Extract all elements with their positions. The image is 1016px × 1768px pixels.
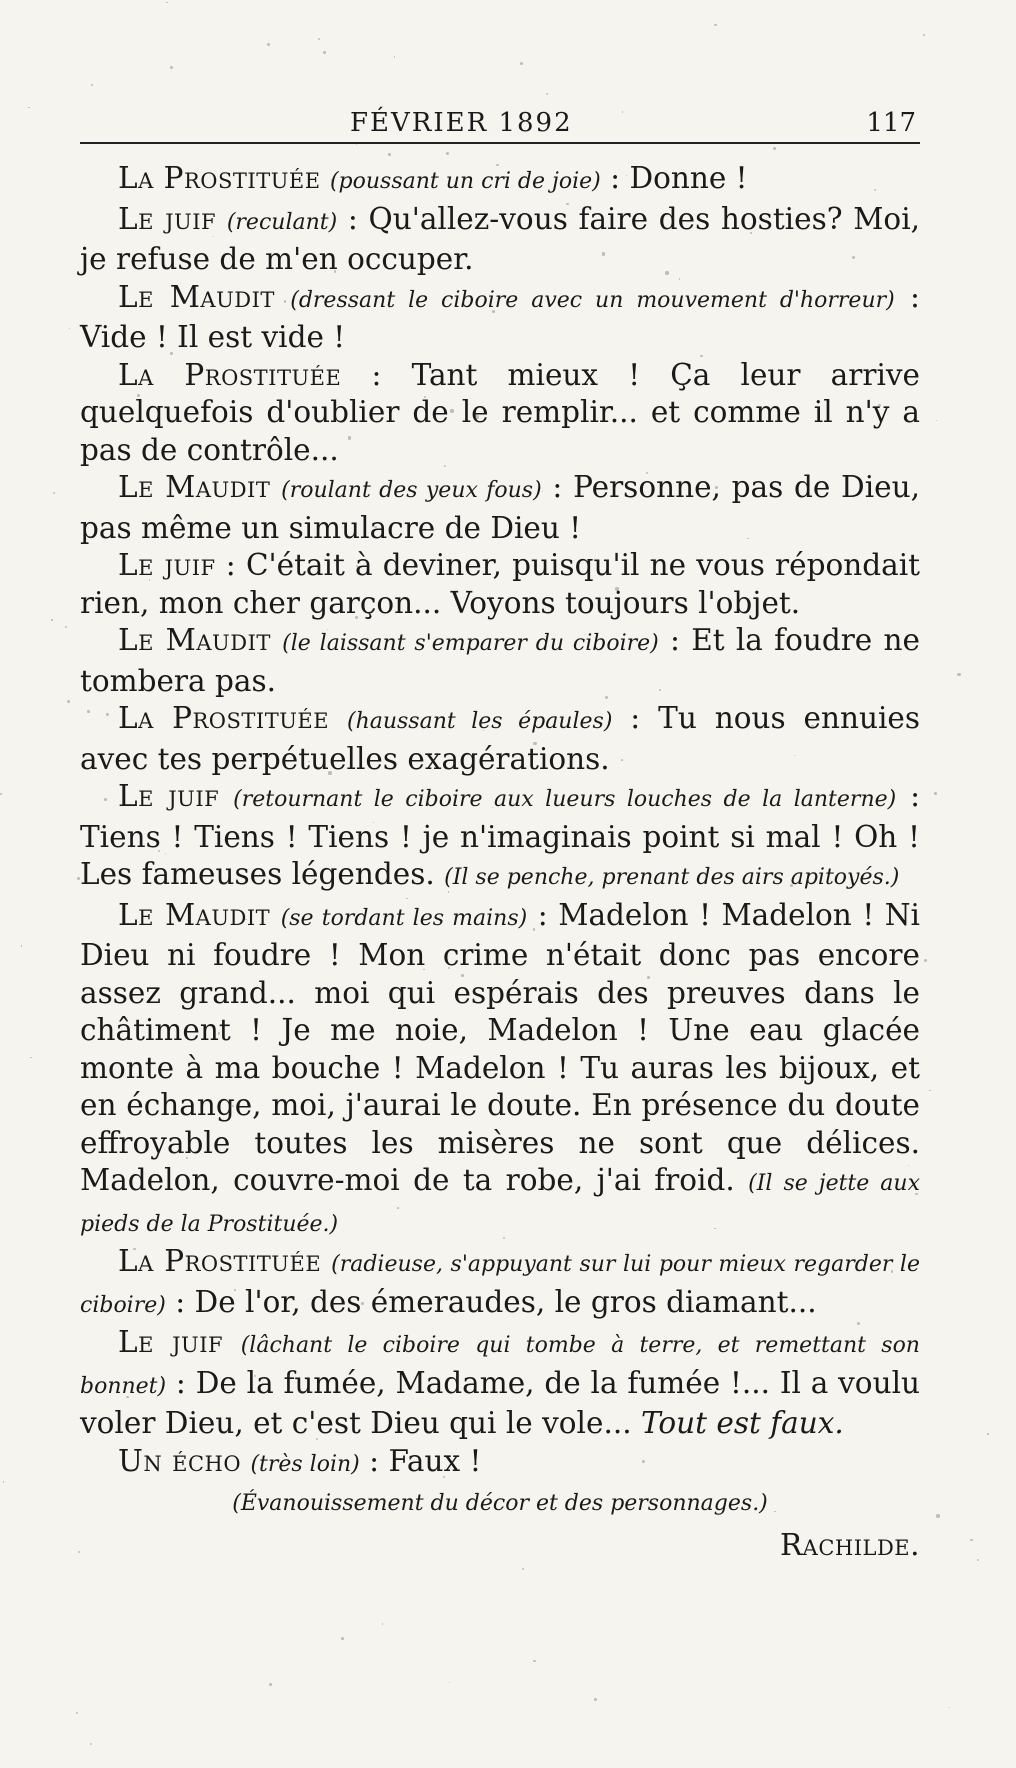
separator: : — [337, 201, 369, 236]
header-title: FÉVRIER 1892 — [350, 108, 573, 138]
print-speck — [449, 1682, 450, 1683]
print-speck — [316, 1438, 318, 1440]
print-speck — [30, 1057, 32, 1059]
print-speck — [424, 396, 426, 398]
dialogue: De la fumée, Madame, de la fumée !... Il a voulu voler Dieu, et c'est Dieu qui le vole... — [80, 1365, 920, 1440]
print-speck — [602, 252, 605, 255]
separator: : — [541, 470, 574, 504]
print-speck — [475, 415, 478, 418]
print-speck — [382, 1623, 383, 1624]
stage-direction: (haussant les épaules) — [346, 709, 613, 734]
print-speck — [3, 1481, 4, 1482]
dialogue: De l'or, des émeraudes, le gros diamant... — [194, 1284, 817, 1319]
print-speck — [21, 945, 22, 946]
print-speck — [562, 998, 564, 1000]
print-speck — [323, 51, 326, 54]
separator: : — [359, 1443, 389, 1478]
separator: : — [166, 1365, 196, 1400]
print-speck — [949, 1707, 950, 1708]
speaker: Le juif — [118, 201, 217, 236]
print-speck — [318, 38, 320, 40]
print-speck — [149, 579, 150, 580]
speaker: Un écho — [118, 1443, 242, 1478]
speaker: Le Maudit — [118, 279, 275, 314]
print-speck — [284, 300, 287, 303]
print-speck — [341, 1637, 344, 1640]
stage-direction: (lâchant le ciboire qui tombe à terre, et remettant son bonnet) — [80, 1333, 920, 1399]
print-speck — [87, 710, 90, 713]
speaker: La Prostituée — [118, 1244, 322, 1278]
print-speck — [388, 153, 391, 156]
dialogue: Vide ! Il est vide ! — [80, 320, 346, 354]
dialogue: Tant mieux ! Ça leur arrive quelquefois d'oublier de le remplir... et comme il n'y a pas de contrôle... — [80, 357, 920, 467]
play-text — [80, 160, 920, 1564]
print-speck — [888, 1037, 889, 1038]
separator: : — [341, 357, 412, 392]
dialogue-paragraph — [80, 778, 920, 897]
print-speck — [446, 152, 449, 155]
print-speck — [394, 56, 396, 58]
print-speck — [929, 1090, 930, 1091]
dialogue: Personne, pas de Dieu, pas même un simulacre de Dieu ! — [80, 470, 920, 545]
dialogue-paragraph — [80, 469, 920, 547]
print-speck — [679, 278, 681, 280]
dialogue: C'était à deviner, puisqu'il ne vous répondait rien, mon cher garçon... Voyons toujours l'objet. — [80, 548, 920, 620]
stage-direction: (retournant le ciboire aux lueurs louches de la lanterne) — [233, 787, 897, 812]
print-speck — [688, 1139, 690, 1141]
separator: : — [658, 623, 692, 657]
author-signature: Rachilde. — [779, 1527, 920, 1562]
speaker: Le juif — [118, 779, 220, 813]
stage-direction: (dressant le ciboire avec un mouvement d'horreur) — [290, 287, 895, 313]
print-speck — [957, 673, 960, 676]
print-speck — [423, 969, 424, 970]
speaker: Le Maudit — [118, 623, 271, 657]
print-speck — [106, 713, 109, 716]
italic-line: Tout est faux. — [640, 1406, 844, 1440]
print-speck — [65, 626, 67, 628]
print-speck — [811, 725, 814, 728]
print-speck — [213, 236, 214, 237]
print-speck — [356, 565, 358, 567]
print-speck — [133, 1248, 135, 1250]
dialogue-paragraph — [80, 357, 920, 470]
page-number: 117 — [866, 108, 916, 138]
dialogue-paragraph — [80, 1243, 920, 1324]
print-speck — [520, 62, 523, 65]
print-speck — [170, 66, 173, 69]
print-speck — [123, 573, 125, 575]
stage-direction: (radieuse, s'appuyant sur lui pour mieux regarder le ciboire) — [80, 1252, 920, 1318]
separator: : — [612, 701, 659, 735]
print-speck — [69, 328, 70, 329]
print-speck — [334, 270, 336, 272]
speaker: Le Maudit — [118, 470, 271, 504]
print-speck — [461, 974, 464, 977]
speaker: Le Maudit — [118, 897, 271, 932]
print-speck — [331, 179, 332, 180]
print-speck — [533, 928, 536, 931]
running-header — [80, 108, 920, 144]
print-speck — [53, 492, 55, 494]
print-speck — [104, 798, 107, 801]
print-speck — [397, 1207, 399, 1209]
print-speck — [90, 1743, 92, 1745]
print-speck — [126, 1396, 128, 1398]
stage-direction: (se tordant les mains) — [280, 905, 528, 931]
print-speck — [594, 1698, 597, 1701]
stage-direction: (reculant) — [226, 209, 338, 235]
dialogue: Et la foudre ne tombera pas. — [80, 623, 920, 698]
print-speck — [977, 1559, 979, 1561]
print-speck — [170, 352, 173, 355]
final-stage-direction: (Évanouissement du décor et des personnages.) — [232, 1491, 768, 1516]
print-speck — [299, 1391, 301, 1393]
print-speck — [166, 2, 167, 3]
stage-direction-after: (Il se penche, prenant des airs apitoyés.) — [444, 865, 900, 890]
print-speck — [373, 822, 374, 823]
dialogue-paragraph — [80, 201, 920, 279]
stage-direction: (très loin) — [250, 1451, 360, 1477]
print-speck — [626, 175, 627, 176]
print-speck — [714, 24, 717, 27]
print-speck — [936, 1514, 939, 1517]
print-speck — [267, 43, 270, 46]
print-speck — [987, 1433, 989, 1435]
dialogue: Tiens ! Tiens ! Tiens ! je n'imaginais point si mal ! Oh ! Les fameuses légendes. — [80, 819, 920, 891]
print-speck — [76, 1712, 78, 1714]
print-speck — [269, 1683, 272, 1686]
print-speck — [924, 959, 927, 962]
print-speck — [970, 1539, 973, 1542]
print-speck — [647, 976, 650, 979]
print-speck — [444, 465, 446, 467]
print-speck — [78, 1551, 80, 1553]
print-speck — [533, 742, 536, 745]
print-speck — [51, 619, 53, 621]
speaker: La Prostituée — [118, 161, 321, 195]
print-speck — [923, 34, 925, 36]
print-speck — [665, 271, 668, 274]
separator: : — [894, 279, 920, 314]
dialogue-paragraph — [80, 1443, 920, 1484]
stage-direction: (le laissant s'emparer du ciboire) — [282, 631, 659, 656]
print-speck — [934, 792, 937, 795]
separator: : — [165, 1284, 195, 1319]
dialogue-paragraph — [80, 700, 920, 778]
separator: : — [215, 548, 246, 582]
print-speck — [348, 436, 351, 439]
stage-direction: (poussant un cri de joie) — [329, 169, 601, 194]
speaker: La Prostituée — [118, 701, 330, 735]
dialogue-paragraph — [80, 1324, 920, 1443]
stage-direction-after: (Il se jette aux pieds de la Prostituée.) — [80, 1171, 920, 1237]
stage-direction: (roulant des yeux fous) — [281, 478, 542, 503]
page — [80, 108, 920, 1564]
dialogue: Qu'allez-vous faire des hosties? Moi, je refuse de m'en occuper. — [80, 201, 921, 276]
dialogue-paragraph — [80, 160, 920, 201]
print-speck — [137, 394, 140, 397]
speaker: La Prostituée — [118, 357, 342, 392]
print-speck — [450, 409, 453, 412]
print-speck — [936, 420, 937, 421]
separator: : — [896, 779, 921, 813]
print-speck — [546, 93, 549, 96]
dialogue: Faux ! — [388, 1443, 482, 1478]
print-speck — [794, 755, 795, 756]
print-speck — [67, 700, 70, 703]
print-speck — [0, 793, 2, 795]
print-speck — [234, 1289, 236, 1291]
print-speck — [750, 232, 752, 234]
print-speck — [503, 1237, 505, 1239]
dialogue-paragraph — [80, 279, 920, 357]
print-speck — [218, 1032, 220, 1034]
separator: : — [600, 161, 630, 195]
print-speck — [790, 884, 793, 887]
dialogue-paragraph — [80, 547, 920, 622]
print-speck — [492, 310, 494, 312]
print-speck — [615, 587, 618, 590]
speaker: Le juif — [118, 548, 216, 582]
dialogue-paragraph — [80, 897, 920, 1244]
dialogue: Madelon ! Madelon ! Ni Dieu ni foudre ! Mon crime n'était donc pas encore assez grand... moi qui espérais des preuves dans le châtiment ! Je me noie, Madelon ! Une eau glacée monte à ma bouche ! Madelon ! Tu auras les bijoux, et en échange, moi, j'aurai le doute. En présence du doute effroyable toutes les misères ne sont que délices. Madelon, couvre-moi de ta robe, j'ai froid. — [80, 897, 920, 1197]
print-speck — [533, 1660, 535, 1662]
print-speck — [747, 538, 749, 540]
dialogue: Tu nous ennuies avec tes perpétuelles exagérations. — [80, 701, 920, 776]
separator: : — [527, 897, 559, 932]
print-speck — [91, 84, 93, 86]
print-speck — [522, 1568, 524, 1570]
print-speck — [406, 898, 408, 900]
dialogue-paragraph — [80, 622, 920, 700]
print-speck — [328, 771, 331, 774]
dialogue: Donne ! — [629, 161, 748, 195]
speaker: Le juif — [118, 1325, 224, 1359]
print-speck — [28, 107, 30, 109]
print-speck — [361, 1302, 364, 1305]
